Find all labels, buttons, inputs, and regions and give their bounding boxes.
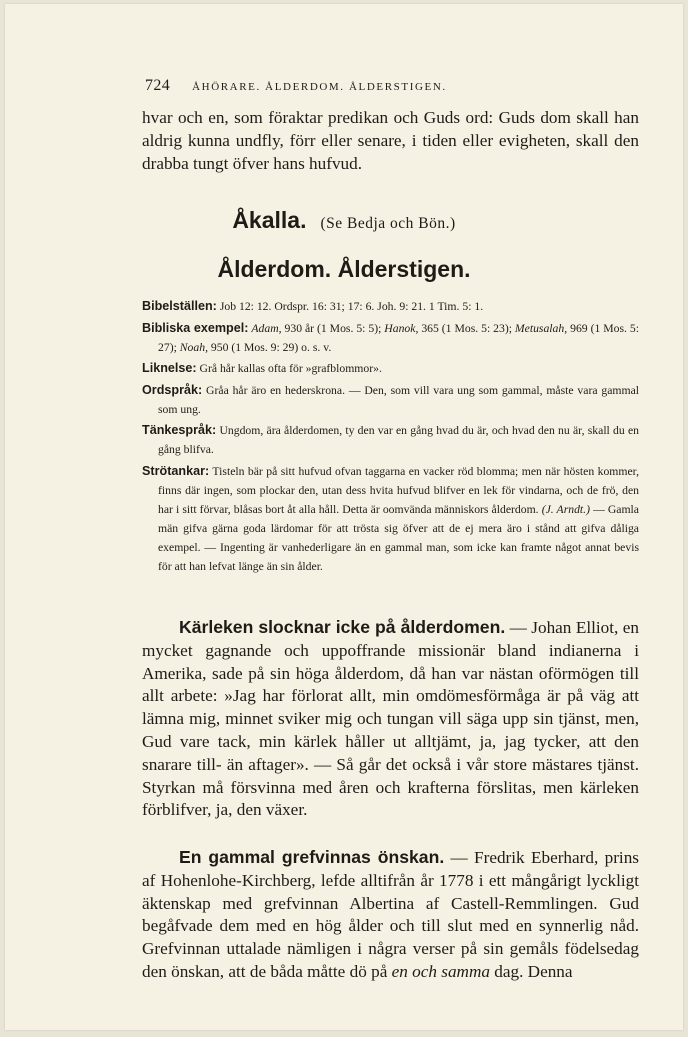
section-title: En gammal grefvinnas önskan. [179,847,445,867]
entry-ordsprak [142,381,639,419]
name-noah: Noah, [179,340,208,354]
entry-text: — Gamla män gifva gärna goda lärdomar för att trösta sig öfver att de ej mera äro i stånd att gifva dåliga exempel. — Ingenting är vanhederligare än en gammal man, som icke kan framte något annat bevis för att han lefvat länge än sin ålder. [158,502,639,573]
entry-label: Liknelse: [142,361,197,375]
akalla-reference: (Se Bedja och Bön.) [320,215,456,232]
entry-text: 950 (1 Mos. 9: 29) o. s. v. [208,340,332,354]
section-paragraph [142,616,639,822]
book-page [5,4,683,1030]
entry-text: 930 år (1 Mos. 5: 5); [281,321,385,335]
section-text: — Fredrik Eberhard, prins af Hohenlohe-Kirchberg, lefde alltifrån år 1778 i ett mångårigt lyckligt äktenskap med grefvinnan Albertina af Castell-Remmlingen. Gud begåfvade dem med en hög ålder och till slut med en synnerlig nåd. Grefvinnan uttalade nämligen i några verser på sin gemåls födelsedag den önskan, att de båda måtte dö på [142,848,639,981]
italic-phrase: en och samma [391,961,490,981]
section-text: — Johan Elliot, en mycket gagnande och uppoffrande missionär bland indianerna i Amerika, sade på sin höga ålderdom, då han var nästan oförmögen till allt arbete: »Jag har förlorat allt, min omdömesförmåga är på väg att lämna mig, minnet sviker mig och tungan vill säga upp sin tjänst, men, Gud vare tack, min kärlek håller ut alltjämt, ja, jag tycker, att den snarare till- än aftager». — Så går det också i vår store mästares tjänst. Styrkan må försvinna med åren och krafterna förslitas, men kärleken förblifver, ja, den växer. [142,618,639,820]
section-paragraph [142,846,639,984]
entry-label: Strötankar: [142,463,210,478]
lead-paragraph: hvar och en, som föraktar predikan och Guds ord: Guds dom skall han aldrig kunna undfly, förr eller senare, i tiden eller evigheten, skall den drabba tungt öfver hans hufvud. [142,108,639,173]
name-metusalah: Metusalah, [514,321,568,335]
heading-alderdom [5,256,683,283]
entry-tankesprak [142,421,639,459]
akalla-title: Åkalla. [232,207,307,233]
section-title: Kärleken slocknar icke på ålderdomen. [179,617,506,637]
entry-liknelse [142,359,639,378]
entry-strotankar [142,462,639,576]
entry-text: Grå hår kallas ofta för »grafblommor». [199,362,382,375]
entry-text: Tisteln bär på sitt hufvud ofvan taggarna en vacker röd blomma; men när hösten kommer, finns där ingen, som plockar den, utan dess hvita hufvud blifver en lek för vindarna, och de frö, den har i sitt förvar, blåsas bort åt alla håll. Detta är oomvända människors ålderdom. [158,464,640,516]
entry-text: Ungdom, ära ålderdomen, ty den var en gång hvad du är, och hvad den nu är, skall du en gång blifva. [158,424,640,456]
page-number: 724 [145,77,171,94]
entry-bibliska-exempel [142,319,639,357]
entry-bibelstallen [142,297,639,316]
heading-akalla [5,207,683,234]
section-grefvinna [142,846,639,984]
entry-label: Bibliska exempel: [142,320,249,335]
entry-label: Tänkespråk: [142,423,217,437]
name-adam: Adam, [251,321,282,335]
section-text: dag. Denna [489,961,573,981]
entry-text: 969 (1 Mos. 5: 27); [158,321,639,354]
entry-text: Gråa hår äro en hederskrona. — Den, som vill vara ung som gammal, måste vara gammal som ung. [158,383,640,416]
entries-list [142,297,639,578]
running-title: ÅHÖRARE. ÅLDERDOM. ÅLDERSTIGEN. [192,81,447,93]
name-hanok: Hanok, [384,321,419,335]
alderdom-title: Ålderdom. Ålderstigen. [217,256,471,282]
entry-text: Job 12: 12. Ordspr. 16: 31; 17: 6. Joh. 9: 21. 1 Tim. 5: 1. [219,300,484,313]
entry-label: Ordspråk: [142,382,203,397]
section-karleken [142,616,639,822]
page-header [145,77,565,95]
author-citation: (J. Arndt.) [541,502,590,516]
entry-text: 365 (1 Mos. 5: 23); [418,321,515,335]
entry-label: Bibelställen: [142,299,217,313]
